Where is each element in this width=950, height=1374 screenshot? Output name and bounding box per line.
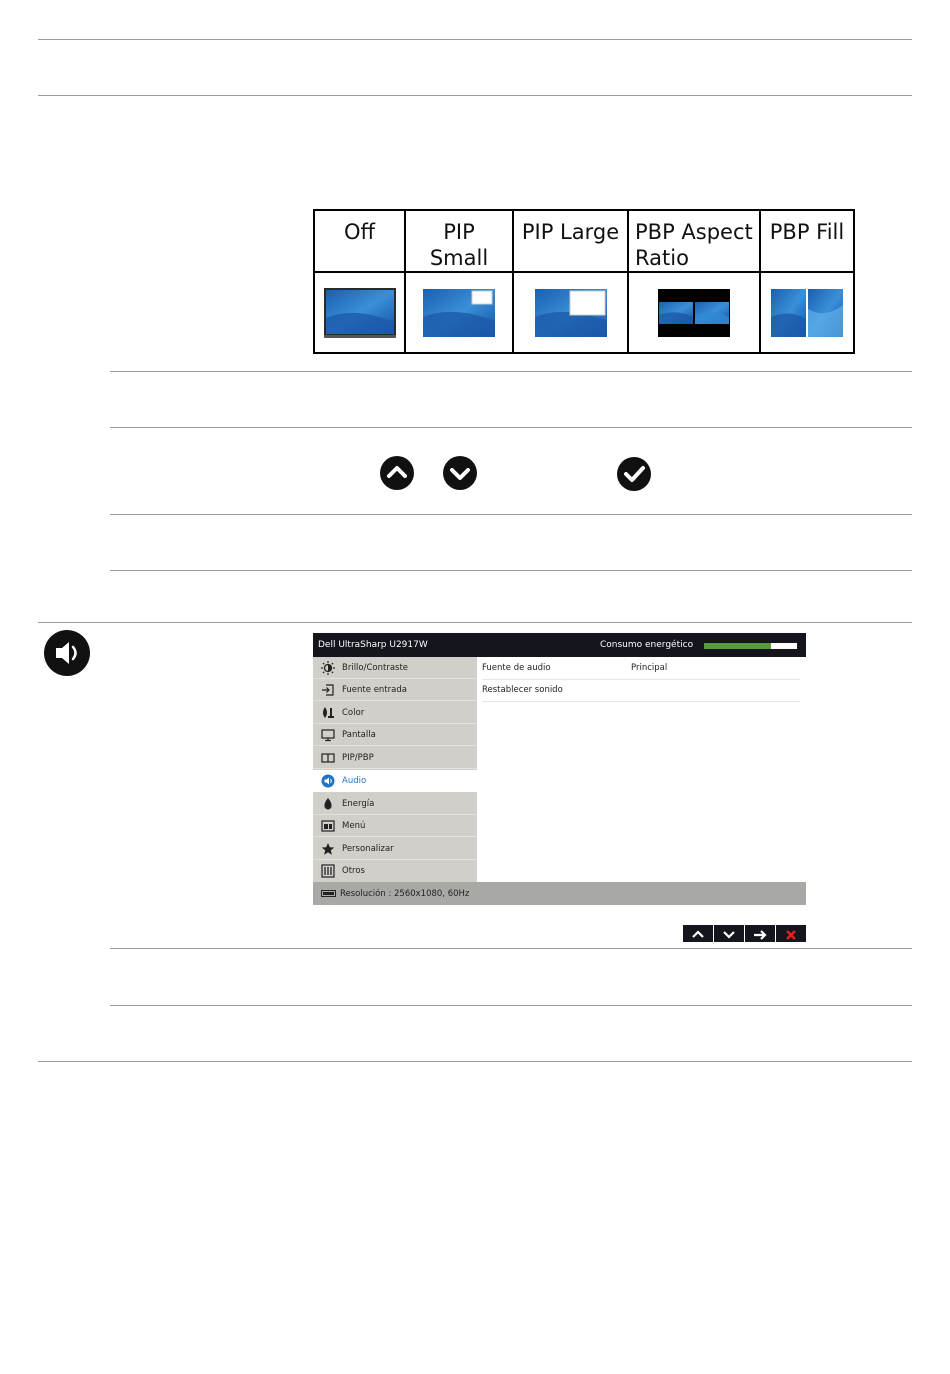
mode-off-image (324, 288, 396, 338)
close-icon (776, 925, 806, 942)
sidebar-item-label: Energía (342, 799, 375, 809)
header-cell (760, 210, 854, 272)
sidebar-item-pantalla[interactable] (313, 724, 477, 746)
mode-off-label: Off (344, 220, 375, 244)
image-cell (628, 272, 760, 353)
rule (110, 514, 912, 515)
setting-label: Restablecer sonido (482, 685, 563, 695)
sidebar-item-label: Otros (342, 866, 365, 876)
sidebar-item-label: Pantalla (342, 730, 376, 740)
header-cell (314, 210, 405, 272)
mode-pbp-aspect-label: PBP Aspect Ratio (635, 220, 753, 270)
down-button[interactable] (714, 925, 744, 942)
monitor-name: Dell UltraSharp U2917W (318, 640, 428, 650)
header-cell (405, 210, 513, 272)
up-button[interactable] (683, 925, 713, 942)
display-icon (321, 728, 335, 742)
star-icon (321, 842, 335, 856)
osd-sidebar (313, 657, 477, 882)
sidebar-item-label: Color (342, 708, 365, 718)
sidebar-item-label: PIP/PBP (342, 753, 374, 763)
rule (110, 948, 912, 949)
sidebar-item-label: Menú (342, 821, 366, 831)
enter-button[interactable] (745, 925, 775, 942)
osd-title-bar (313, 633, 806, 657)
mode-pbp-fill-image (771, 289, 843, 337)
rule (110, 371, 912, 372)
rule (38, 39, 912, 40)
rule (110, 1005, 912, 1006)
image-cell (314, 272, 405, 353)
sidebar-item-color[interactable] (313, 702, 477, 724)
input-source-icon (321, 683, 335, 697)
mode-pip-large-image (535, 289, 607, 337)
color-icon (321, 706, 335, 720)
close-button[interactable] (776, 925, 806, 942)
image-cell (405, 272, 513, 353)
sidebar-item-energia[interactable] (313, 793, 477, 815)
power-bar-fill (704, 643, 771, 649)
sidebar-item-personalizar[interactable] (313, 838, 477, 860)
sidebar-item-brillo-contraste[interactable] (313, 657, 477, 679)
mode-pip-small-image (423, 289, 495, 337)
pip-mode-table (313, 209, 855, 354)
audio-icon (321, 774, 335, 788)
header-cell (513, 210, 628, 272)
rule (110, 570, 912, 571)
setting-row-fuente-audio[interactable] (482, 657, 800, 680)
chevron-up-icon (683, 925, 713, 942)
setting-row-restablecer-sonido[interactable] (482, 679, 800, 702)
pip-pbp-icon (321, 751, 335, 765)
sidebar-item-label: Audio (342, 776, 367, 786)
chevron-down-icon (443, 456, 477, 490)
energy-icon (321, 797, 335, 811)
sidebar-item-label: Brillo/Contraste (342, 663, 409, 673)
osd-nav-buttons (683, 925, 806, 942)
arrow-right-icon (745, 925, 775, 942)
speaker-icon (44, 630, 90, 676)
osd-status-bar (313, 882, 806, 905)
menu-icon (321, 819, 335, 833)
checkmark-icon (617, 457, 651, 491)
brightness-icon (321, 661, 335, 675)
image-cell (513, 272, 628, 353)
sidebar-item-label: Personalizar (342, 844, 394, 854)
header-cell (628, 210, 760, 272)
sidebar-item-pip-pbp[interactable] (313, 747, 477, 769)
sidebar-item-otros[interactable] (313, 860, 477, 882)
mode-pbp-aspect-image (658, 289, 730, 337)
osd-menu-screenshot (313, 633, 806, 905)
chevron-down-icon (714, 925, 744, 942)
setting-label: Fuente de audio (482, 663, 551, 673)
mode-pip-small-label: PIP Small (429, 220, 489, 270)
sidebar-item-fuente-entrada[interactable] (313, 679, 477, 701)
setting-value: Principal (631, 663, 668, 673)
osd-settings-panel (477, 657, 806, 882)
mode-pbp-fill-label: PBP Fill (769, 220, 845, 244)
connector-icon (321, 890, 336, 897)
resolution-text: Resolución : 2560x1080, 60Hz (340, 889, 470, 899)
power-label: Consumo energético (600, 640, 694, 650)
others-icon (321, 864, 335, 878)
sidebar-item-audio[interactable] (313, 770, 477, 792)
chevron-up-icon (380, 456, 414, 490)
sidebar-item-menu[interactable] (313, 815, 477, 837)
rule (38, 95, 912, 96)
power-bar (704, 643, 797, 649)
mode-pip-large-label: PIP Large (521, 220, 620, 244)
rule (38, 622, 912, 623)
rule (110, 427, 912, 428)
sidebar-item-label: Fuente entrada (342, 685, 407, 695)
image-cell (760, 272, 854, 353)
rule (38, 1061, 912, 1062)
